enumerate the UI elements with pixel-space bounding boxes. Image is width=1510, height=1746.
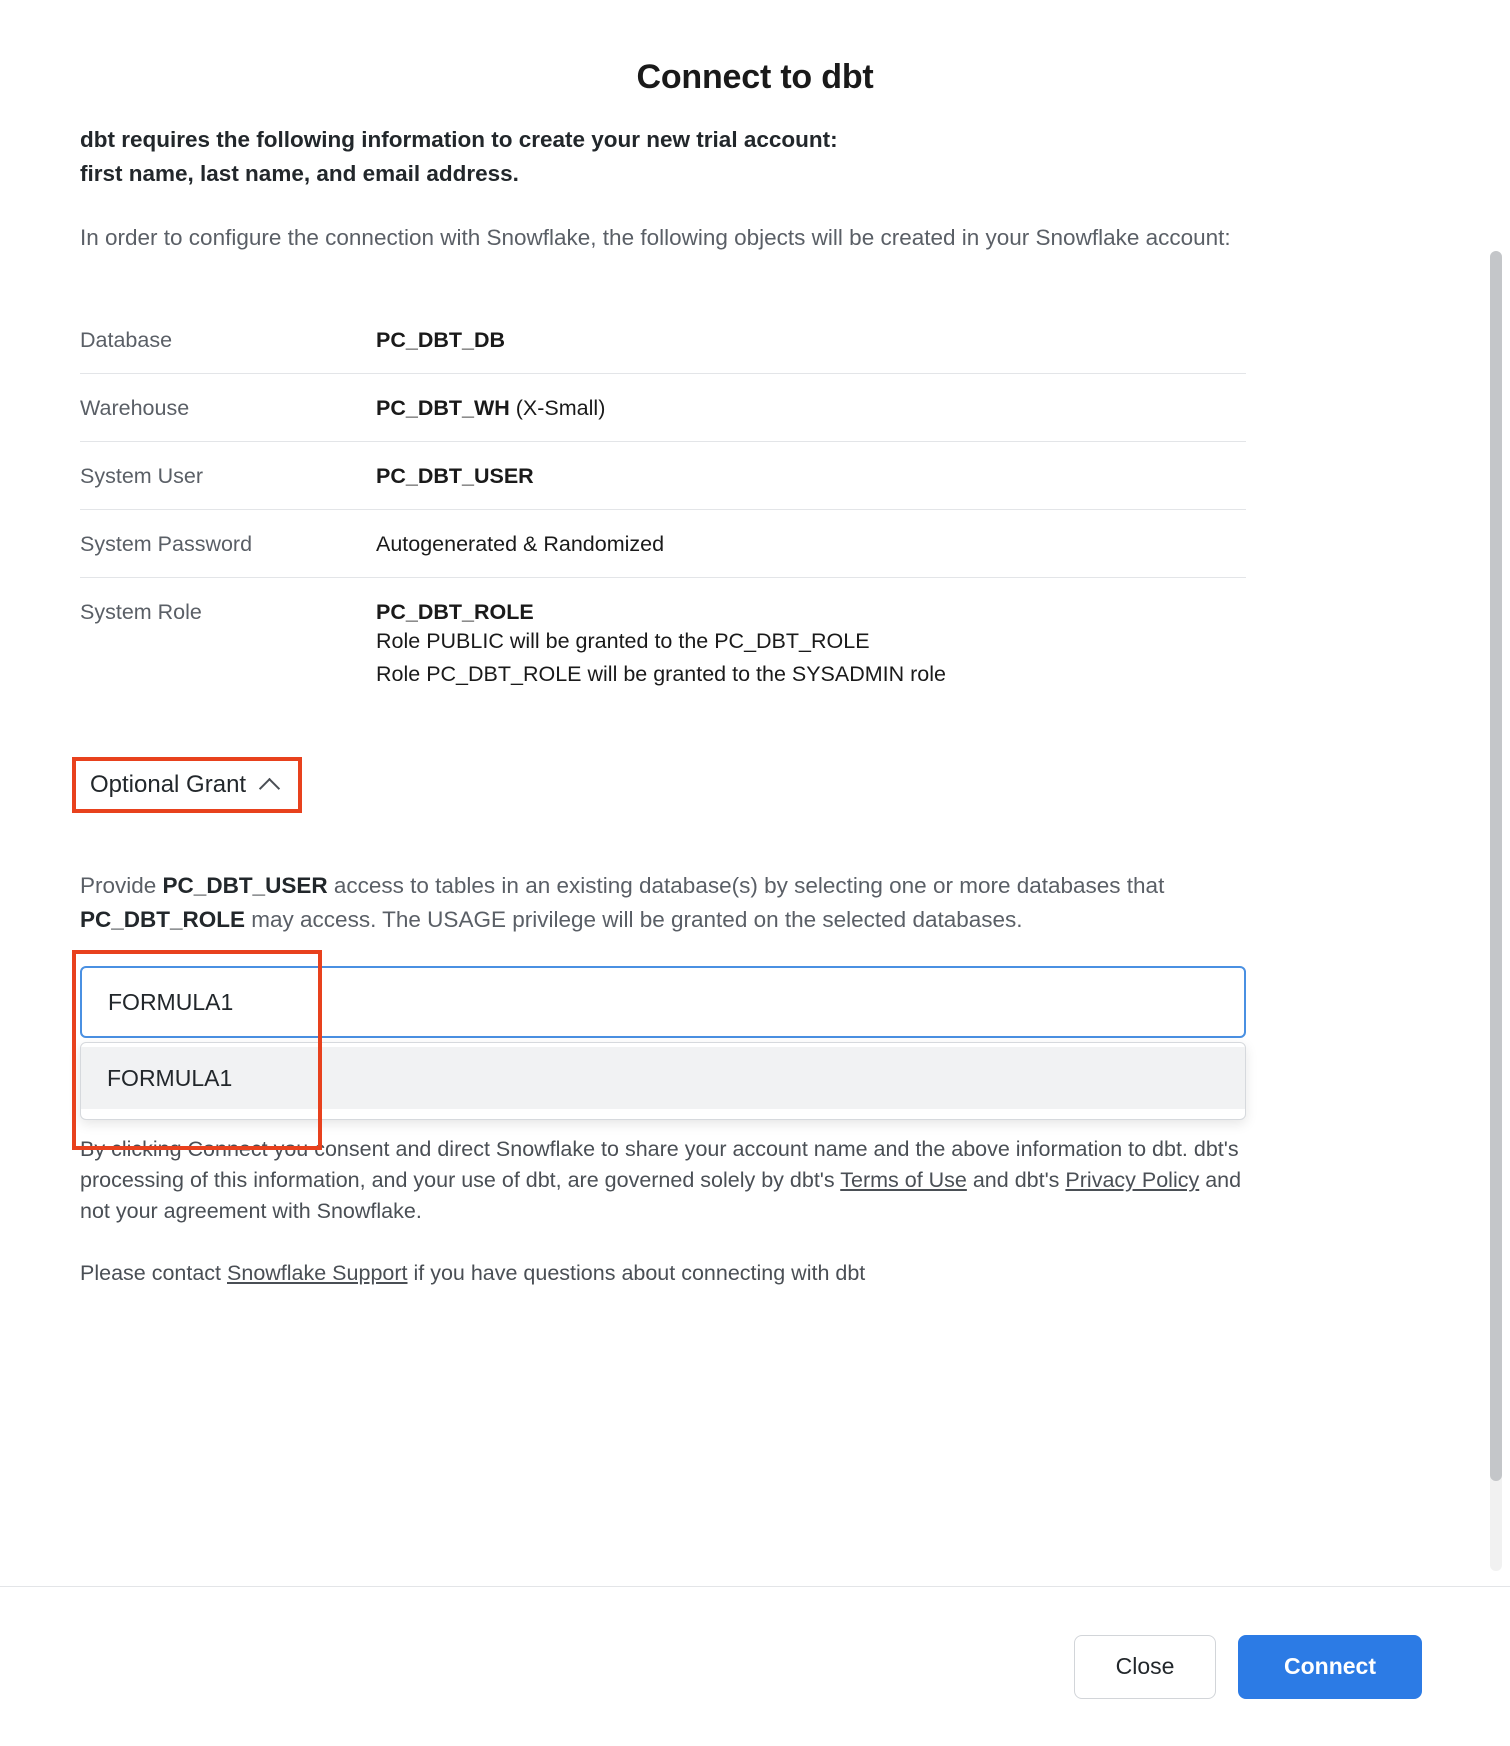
row-label-system-user: System User xyxy=(80,441,376,509)
database-dropdown xyxy=(80,1042,1246,1120)
dropdown-option-formula1[interactable]: FORMULA1 xyxy=(81,1047,1245,1109)
contact-part-1: Please contact xyxy=(80,1260,228,1285)
privacy-policy-link[interactable]: Privacy Policy xyxy=(1065,1168,1200,1193)
intro-description: In order to configure the connection with Snowflake, the following objects will be created in your Snowflake account: xyxy=(80,224,1231,250)
intro-line-2: first name, last name, and email address. xyxy=(80,160,519,186)
row-label-system-password: System Password xyxy=(80,509,376,577)
chevron-up-icon xyxy=(260,775,280,795)
table-row xyxy=(80,577,1246,711)
scrollbar[interactable] xyxy=(1490,251,1502,1571)
grant-desc-user: PC_DBT_USER xyxy=(162,873,328,899)
objects-table xyxy=(80,306,1246,712)
terms-of-use-link[interactable]: Terms of Use xyxy=(840,1168,967,1193)
system-user-name: PC_DBT_USER xyxy=(376,463,534,488)
row-value-system-user xyxy=(376,441,1246,509)
close-button[interactable]: Close xyxy=(1074,1635,1216,1699)
row-value-system-password xyxy=(376,509,1246,577)
system-role-note-1: Role PUBLIC will be granted to the PC_DBT_ROLE xyxy=(376,628,870,653)
database-name: PC_DBT_DB xyxy=(376,327,506,352)
legal-part-2: and dbt's xyxy=(966,1168,1066,1193)
database-select-input[interactable]: FORMULA1 xyxy=(80,966,1246,1038)
grant-desc-part-1: Provide xyxy=(80,873,163,899)
intro-line-1: dbt requires the following information to create your new trial account: xyxy=(80,127,838,152)
connect-button[interactable]: Connect xyxy=(1238,1635,1422,1699)
legal-part-3: and not your agreement with Snowflake. xyxy=(80,1168,1242,1224)
contact-text xyxy=(80,1258,1250,1289)
legal-part-1: By clicking Connect you consent and direct Snowflake to share your account name and the above information to dbt. dbt's processing of this information, and your use of dbt, are governed solely by dbt's xyxy=(80,1137,1239,1193)
grant-desc-part-3: may access. The USAGE privilege will be granted on the selected databases. xyxy=(245,906,1023,932)
row-label-warehouse: Warehouse xyxy=(80,373,376,441)
grant-desc-part-2: access to tables in an existing database(s) by selecting one or more databases that xyxy=(327,873,1165,899)
table-row xyxy=(80,306,1246,374)
scrollbar-thumb[interactable] xyxy=(1490,251,1502,1481)
dialog-footer xyxy=(0,1586,1510,1746)
contact-part-2: if you have questions about connecting with dbt xyxy=(407,1260,866,1285)
system-role-name: PC_DBT_ROLE xyxy=(376,599,534,624)
warehouse-name: PC_DBT_WH xyxy=(376,395,510,420)
row-value-database xyxy=(376,306,1246,374)
system-role-note-2: Role PC_DBT_ROLE will be granted to the SYSADMIN role xyxy=(376,662,946,687)
optional-grant-label: Optional Grant xyxy=(90,771,247,799)
warehouse-size: (X-Small) xyxy=(509,395,606,420)
snowflake-support-link[interactable]: Snowflake Support xyxy=(227,1260,408,1285)
row-value-warehouse xyxy=(376,373,1246,441)
dialog-body xyxy=(0,123,1510,1586)
table-row xyxy=(80,509,1246,577)
optional-grant-toggle[interactable] xyxy=(72,757,302,813)
table-row xyxy=(80,373,1246,441)
intro-requirements xyxy=(80,123,1422,191)
system-password-value: Autogenerated & Randomized xyxy=(376,531,665,556)
legal-text xyxy=(80,1134,1250,1228)
database-select-area xyxy=(80,966,1246,1091)
row-label-database: Database xyxy=(80,306,376,374)
page-title: Connect to dbt xyxy=(636,58,874,96)
table-row xyxy=(80,441,1246,509)
optional-grant-description xyxy=(80,869,1260,936)
row-label-system-role: System Role xyxy=(80,599,202,624)
row-value-system-role xyxy=(376,577,1246,711)
grant-desc-role: PC_DBT_ROLE xyxy=(80,906,246,932)
